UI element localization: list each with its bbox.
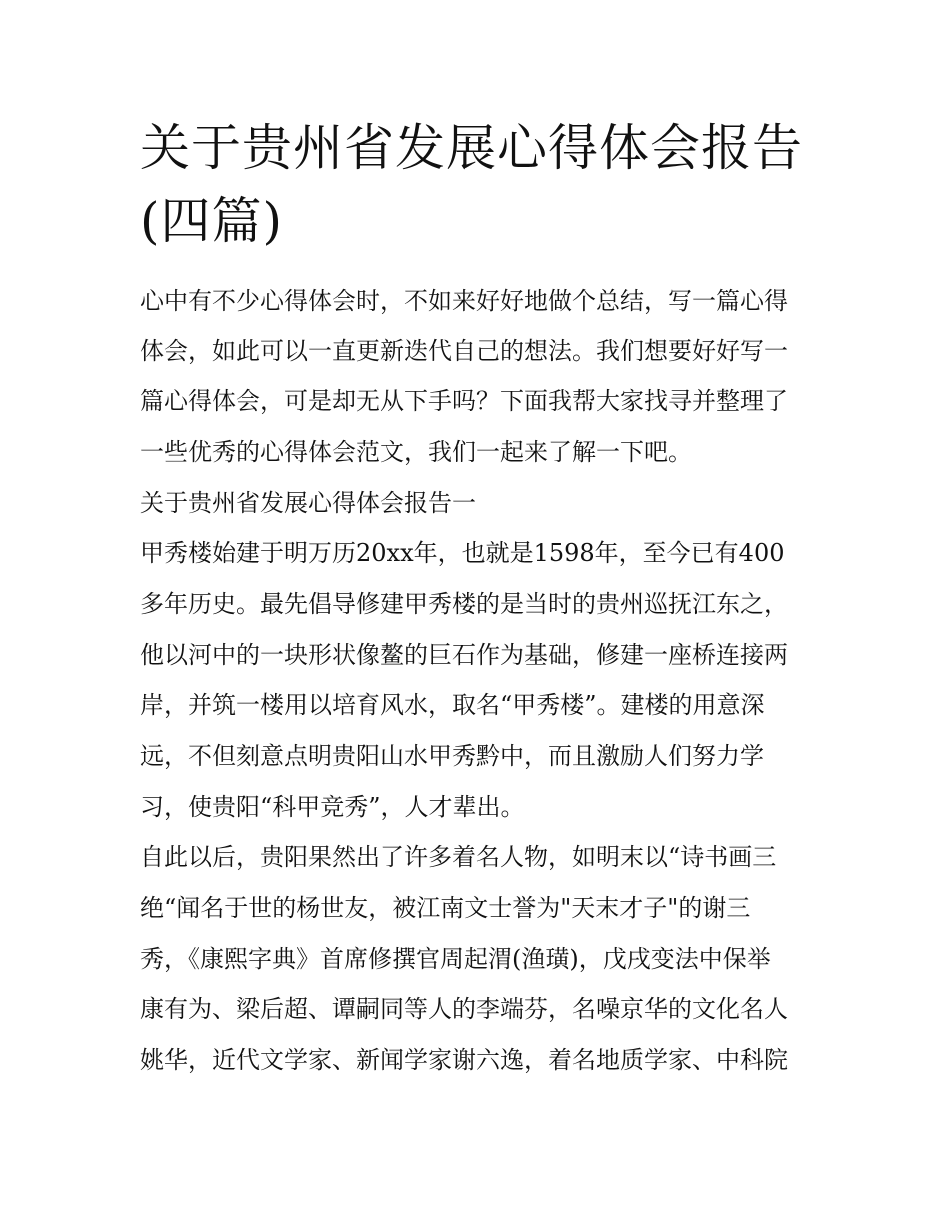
title-line-2: (四篇) [140,192,284,250]
paragraph-line: 甲秀楼始建于明万历20xx年，也就是1598年，至今已有400 [140,539,785,567]
paragraph-line: 多年历史。最先倡导修建甲秀楼的是当时的贵州巡抚江东之， [140,590,788,618]
paragraph-line: 姚华，近代文学家、新闻学家谢六逸，着名地质学家、中科院 [140,1046,788,1074]
paragraph-line: 篇心得体会，可是却无从下手吗？下面我帮大家找寻并整理了 [140,387,788,415]
paragraph-line: 岸，并筑一楼用以培育风水，取名“甲秀楼”。建楼的用意深 [140,691,765,719]
section-heading: 关于贵州省发展心得体会报告一 [140,489,476,517]
paragraph-line: 一些优秀的心得体会范文，我们一起来了解一下吧。 [140,438,692,466]
paragraph-line: 秀，《康熙字典》首席修撰官周起渭(渔璜)，戊戌变法中保举 [140,945,771,973]
paragraph-line: 自此以后，贵阳果然出了许多着名人物，如明末以“诗书画三 [140,843,777,871]
paragraph-line: 心中有不少心得体会时，不如来好好地做个总结，写一篇心得 [140,287,788,315]
paragraph-line: 远，不但刻意点明贵阳山水甲秀黔中，而且激励人们努力学 [140,742,764,770]
title-line-1: 关于贵州省发展心得体会报告 [140,119,803,177]
paragraph-line: 体会，如此可以一直更新迭代自己的想法。我们想要好好写一 [140,337,788,365]
paragraph-line: 习，使贵阳“科甲竞秀”，人才辈出。 [140,793,525,821]
paragraph-line: 康有为、梁后超、谭嗣同等人的李端芬，名噪京华的文化名人 [140,995,788,1023]
paragraph-line: 他以河中的一块形状像鳌的巨石作为基础，修建一座桥连接两 [140,641,788,669]
document-title [140,112,820,258]
paragraph-line: 绝“闻名于世的杨世友，被江南文士誉为"天末才子"的谢三 [140,894,751,922]
